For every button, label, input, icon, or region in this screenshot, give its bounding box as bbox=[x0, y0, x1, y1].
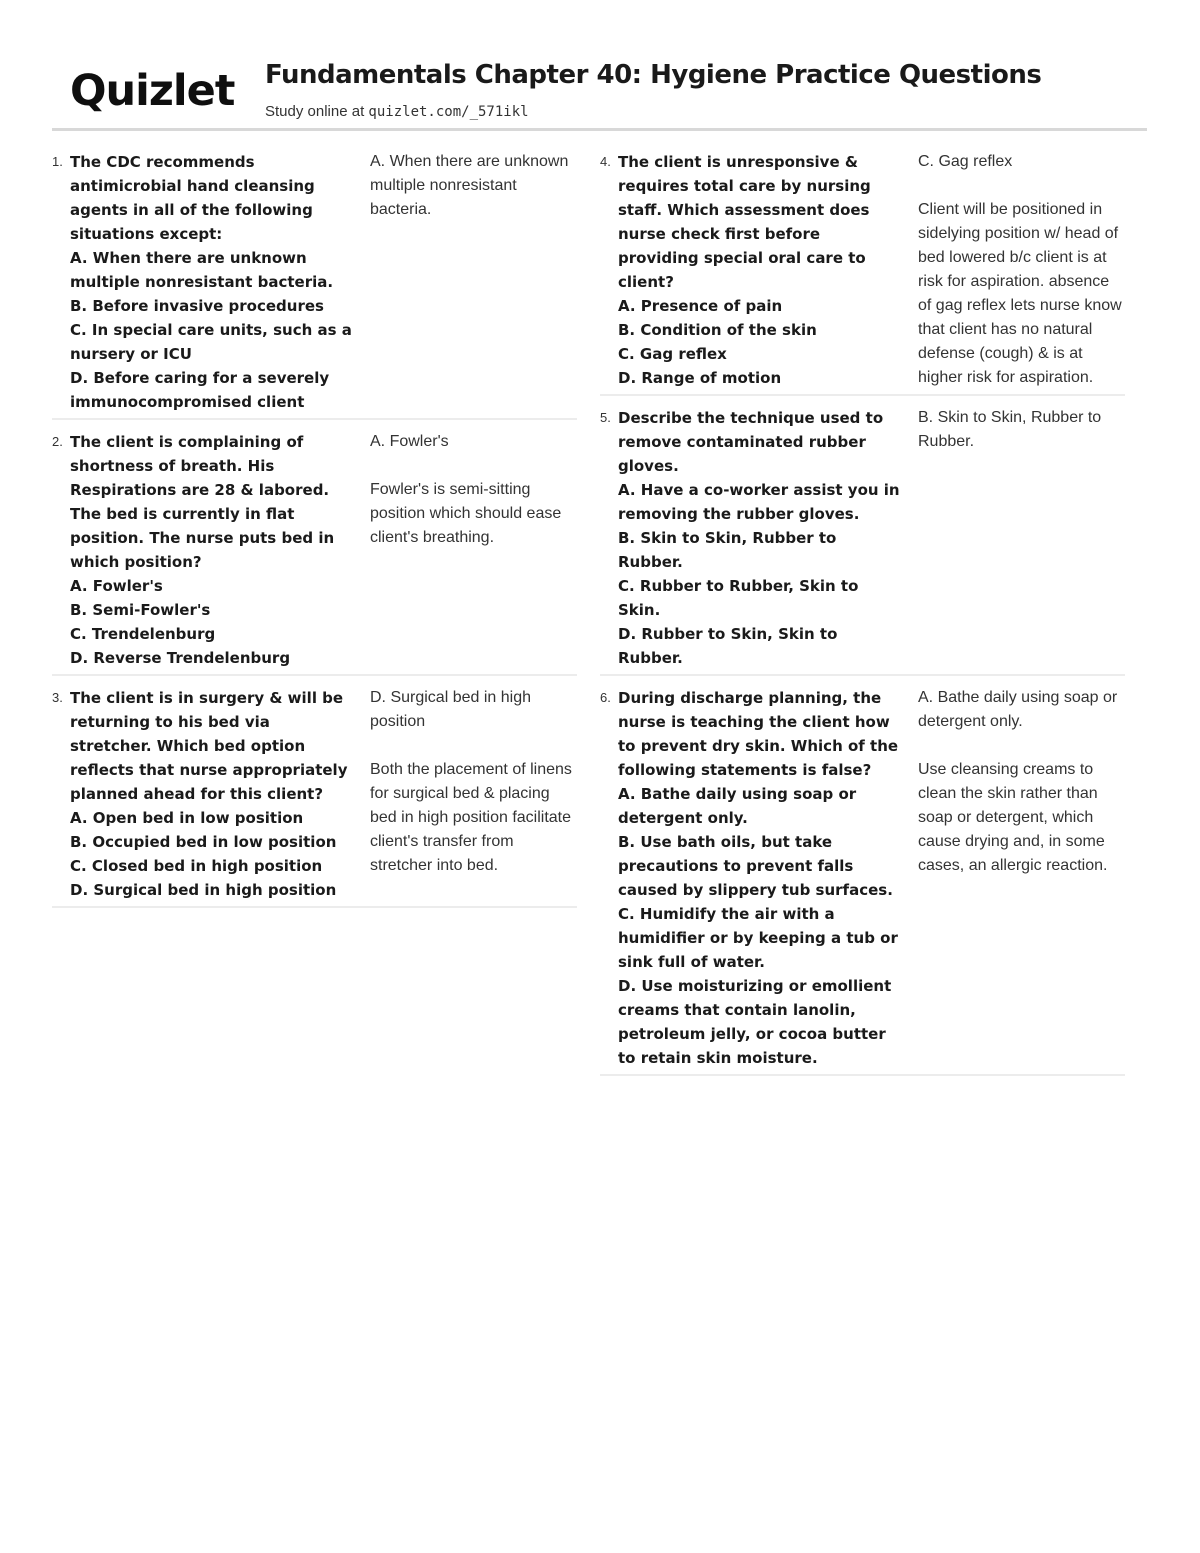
option-d: D. Rubber to Skin, Skin to Rubber. bbox=[618, 625, 838, 667]
answer-text: A. Fowler's bbox=[370, 433, 449, 450]
card-question bbox=[70, 430, 352, 670]
question-stem: The CDC recommends antimicrobial hand cleansing agents in all of the following situations except: bbox=[70, 153, 315, 243]
card-answer bbox=[370, 686, 577, 902]
quizlet-logo: Quizlet bbox=[70, 66, 235, 116]
option-c: C. Humidify the air with a humidifier or by keeping a tub or sink full of water. bbox=[618, 905, 898, 971]
option-d: D. Use moisturizing or emollient creams that contain lanolin, petroleum jelly, or cocoa butter to retain skin moisture. bbox=[618, 977, 892, 1067]
flashcard-3 bbox=[52, 686, 577, 908]
answer-explanation: Fowler's is semi-sitting position which should ease client's breathing. bbox=[370, 481, 562, 546]
column-left bbox=[52, 150, 577, 918]
question-stem: The client is in surgery & will be returning to his bed via stretcher. Which bed option reflects that nurse appropriately planned ahead for this client? bbox=[70, 689, 348, 803]
card-number: 5. bbox=[600, 410, 611, 425]
card-answer bbox=[918, 150, 1125, 390]
card-number: 3. bbox=[52, 690, 63, 705]
study-online-label: Study online at bbox=[265, 103, 365, 120]
answer-text: D. Surgical bed in high position bbox=[370, 689, 531, 730]
answer-explanation: Use cleansing creams to clean the skin rather than soap or detergent, which cause drying and, in some cases, an allergic reaction. bbox=[918, 761, 1108, 874]
flashcard-5 bbox=[600, 406, 1125, 676]
option-a: A. Bathe daily using soap or detergent only. bbox=[618, 785, 857, 827]
page-header bbox=[52, 52, 1147, 132]
option-b: B. Condition of the skin bbox=[618, 321, 817, 339]
option-b: B. Semi-Fowler's bbox=[70, 601, 211, 619]
option-b: B. Occupied bed in low position bbox=[70, 833, 337, 851]
card-question bbox=[70, 150, 352, 414]
study-online-line bbox=[265, 103, 529, 120]
card-question bbox=[618, 150, 900, 390]
question-stem: The client is unresponsive & requires total care by nursing staff. Which assessment does nurse check first before providing special oral care to client? bbox=[618, 153, 871, 291]
card-answer bbox=[370, 150, 577, 414]
question-stem: Describe the technique used to remove contaminated rubber gloves. bbox=[618, 409, 884, 475]
card-question bbox=[618, 686, 900, 1070]
answer-text: C. Gag reflex bbox=[918, 153, 1013, 170]
answer-explanation: Client will be positioned in sidelying position w/ head of bed lowered b/c client is at risk for aspiration. absence of gag reflex lets nurse know that client has no natural defense (cough) & is at higher risk for aspiration. bbox=[918, 201, 1122, 386]
header-divider bbox=[52, 128, 1147, 131]
option-d: D. Reverse Trendelenburg bbox=[70, 649, 291, 667]
card-answer bbox=[918, 406, 1125, 670]
page-title: Fundamentals Chapter 40: Hygiene Practice Questions bbox=[265, 60, 1042, 90]
card-answer bbox=[918, 686, 1125, 1070]
card-number: 4. bbox=[600, 154, 611, 169]
option-c: C. In special care units, such as a nursery or ICU bbox=[70, 321, 352, 363]
option-c: C. Trendelenburg bbox=[70, 625, 216, 643]
option-b: B. Use bath oils, but take precautions to prevent falls caused by slippery tub surfaces. bbox=[618, 833, 893, 899]
option-b: B. Skin to Skin, Rubber to Rubber. bbox=[618, 529, 837, 571]
question-stem: The client is complaining of shortness of breath. His Respirations are 28 & labored. The bed is currently in flat position. The nurse puts bed in which position? bbox=[70, 433, 335, 571]
option-d: D. Surgical bed in high position bbox=[70, 881, 337, 899]
card-number: 6. bbox=[600, 690, 611, 705]
option-a: A. Fowler's bbox=[70, 577, 163, 595]
flashcard-1 bbox=[52, 150, 577, 420]
option-c: C. Rubber to Rubber, Skin to Skin. bbox=[618, 577, 859, 619]
option-a: A. Presence of pain bbox=[618, 297, 783, 315]
card-question bbox=[70, 686, 352, 902]
flashcard-6 bbox=[600, 686, 1125, 1076]
option-b: B. Before invasive procedures bbox=[70, 297, 324, 315]
card-question bbox=[618, 406, 900, 670]
card-number: 1. bbox=[52, 154, 63, 169]
answer-text: B. Skin to Skin, Rubber to Rubber. bbox=[918, 409, 1102, 450]
card-number: 2. bbox=[52, 434, 63, 449]
study-url-link[interactable]: quizlet.com/_571ikl bbox=[368, 104, 529, 120]
answer-text: A. When there are unknown multiple nonresistant bacteria. bbox=[370, 153, 569, 218]
option-d: D. Before caring for a severely immunocompromised client bbox=[70, 369, 330, 411]
option-a: A. Have a co-worker assist you in removing the rubber gloves. bbox=[618, 481, 900, 523]
option-a: A. Open bed in low position bbox=[70, 809, 304, 827]
option-c: C. Closed bed in high position bbox=[70, 857, 323, 875]
option-d: D. Range of motion bbox=[618, 369, 782, 387]
option-c: C. Gag reflex bbox=[618, 345, 727, 363]
flashcard-2 bbox=[52, 430, 577, 676]
option-a: A. When there are unknown multiple nonresistant bacteria. bbox=[70, 249, 334, 291]
question-stem: During discharge planning, the nurse is teaching the client how to prevent dry skin. Which of the following statements is false? bbox=[618, 689, 899, 779]
answer-text: A. Bathe daily using soap or detergent only. bbox=[918, 689, 1118, 730]
answer-explanation: Both the placement of linens for surgical bed & placing bed in high position facilitate client's transfer from stretcher into bed. bbox=[370, 761, 572, 874]
flashcard-4 bbox=[600, 150, 1125, 396]
card-answer bbox=[370, 430, 577, 670]
column-right bbox=[600, 150, 1125, 1086]
